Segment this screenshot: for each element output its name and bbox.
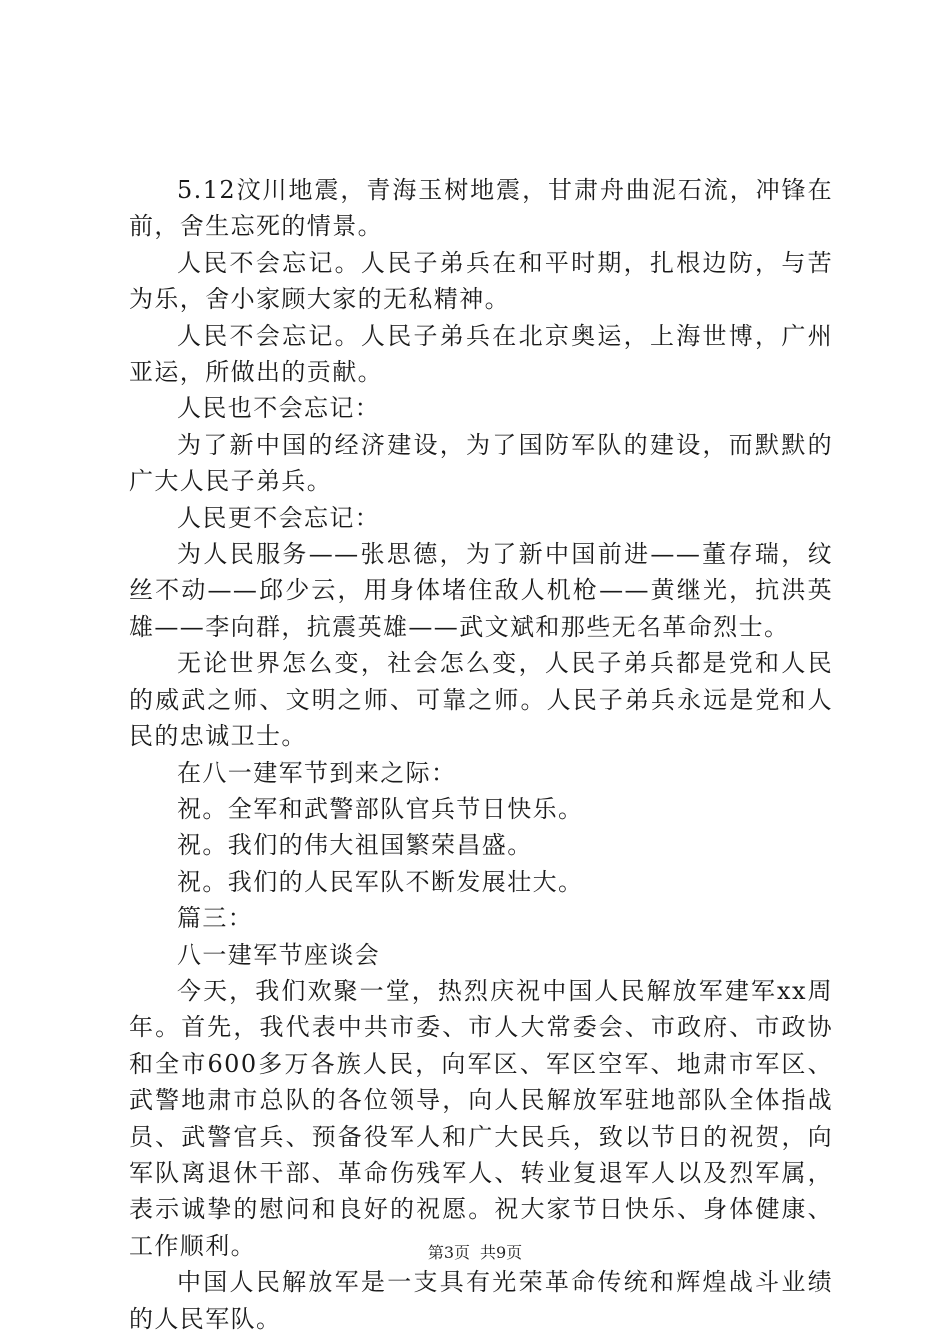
page-number: 第3页 (427, 1243, 470, 1262)
paragraph: 祝。我们的人民军队不断发展壮大。 (177, 867, 584, 896)
paragraph: 祝。全军和武警部队官兵节日快乐。 (177, 794, 584, 823)
paragraph: 人民不会忘记。人民子弟兵在和平时期，扎根边防，与苦为乐，舍小家顾大家的无私精神。 (129, 248, 833, 314)
paragraph: 中国人民解放军是一支具有光荣革命传统和辉煌战斗业绩的人民军队。 (129, 1268, 833, 1333)
document-body (129, 172, 833, 1337)
paragraph: 为人民服务——张思德，为了新中国前进——董存瑞，纹丝不动——邱少云，用身体堵住敌人机枪——黄继光，抗洪英雄——李向群，抗震英雄——武文斌和那些无名革命烈士。 (129, 540, 833, 641)
page-footer (0, 1240, 950, 1263)
paragraph: 人民也不会忘记： (177, 394, 381, 423)
paragraph: 无论世界怎么变，社会怎么变，人民子弟兵都是党和人民的威武之师、文明之师、可靠之师。人民子弟兵永远是党和人民的忠诚卫士。 (129, 649, 833, 751)
paragraph: 为了新中国的经济建设，为了国防军队的建设，而默默的广大人民子弟兵。 (129, 430, 833, 496)
paragraph: 5.12汶川地震，青海玉树地震，甘肃舟曲泥石流，冲锋在前，舍生忘死的情景。 (129, 176, 833, 241)
paragraph: 人民更不会忘记： (177, 503, 381, 532)
section-heading: 篇三： (177, 904, 254, 933)
section-title: 八一建军节座谈会 (177, 940, 381, 969)
paragraph: 今天，我们欢聚一堂，热烈庆祝中国人民解放军建军xx周年。首先，我代表中共市委、市人大常委会、市政府、市政协和全市600多万各族人民，向军区、军区空军、地肃市军区、武警地肃市总队的各位领导，向人民解放军驻地部队全体指战员、武警官兵、预备役军人和广大民兵，致以节日的祝贺，向军队离退休干部、革命伤残军人、转业复退军人以及烈军属，表示诚挚的慰问和良好的祝愿。祝大家节日快乐、身体健康、工作顺利。 (129, 976, 833, 1260)
page-total: 共9页 (480, 1243, 523, 1262)
paragraph: 祝。我们的伟大祖国繁荣昌盛。 (177, 831, 533, 860)
paragraph: 在八一建军节到来之际： (177, 758, 457, 787)
paragraph: 人民不会忘记。人民子弟兵在北京奥运，上海世博，广州亚运，所做出的贡献。 (129, 321, 833, 387)
